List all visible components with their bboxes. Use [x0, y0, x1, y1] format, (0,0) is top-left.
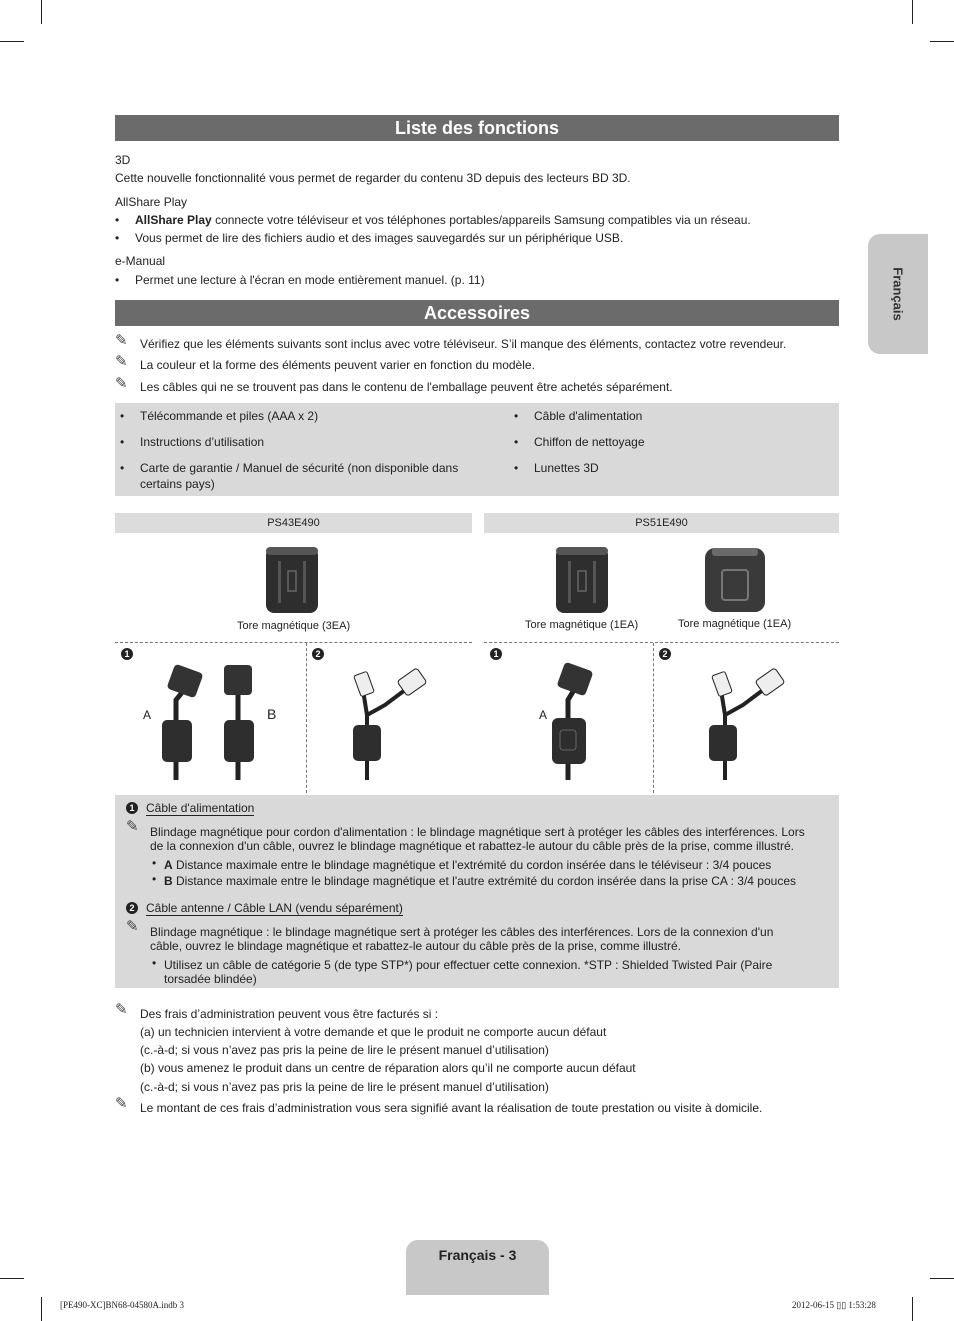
- accessory-item-continued: certains pays): [140, 477, 215, 491]
- antenna-note-line: câble, ouvrez le blindage magnétique et rabattez-le autour du câble près de la prise, comme illustré.: [150, 939, 681, 953]
- ferrite-core-image: [702, 544, 768, 616]
- core-caption-left: Tore magnétique (3EA): [237, 620, 351, 632]
- power-cable-illustration: [540, 660, 600, 785]
- emanual-text: Permet une lecture à l'écran en mode entièrement manuel. (p. 11): [135, 273, 485, 287]
- ferrite-core-image: [552, 541, 612, 616]
- fees-line: (a) un technicien intervient à votre demande et que le produit ne comporte aucun défaut: [140, 1025, 607, 1039]
- antenna-bullet-line: torsadée blindée): [164, 972, 257, 986]
- note-pencil-icon: ✎: [115, 353, 128, 370]
- bullet-dot: •: [152, 856, 157, 870]
- allshare-text-1: connecte votre téléviseur et vos téléphones portables/appareils Samsung compatibles via un réseau.: [215, 213, 751, 227]
- note-pencil-icon: ✎: [115, 375, 128, 392]
- step-number-2: 2: [312, 648, 324, 660]
- antenna-lan-illustration: [345, 665, 435, 785]
- side-tab-label: Français: [890, 267, 906, 321]
- label-a: A: [539, 708, 548, 722]
- antenna-bullet-line: Utilisez un câble de catégorie 5 (de type STP*) pour effectuer cette connexion. *STP : Shielded Twisted Pair (Paire: [164, 958, 773, 972]
- power-cable-title: Câble d'alimentation: [146, 801, 255, 815]
- crop-mark: [930, 41, 954, 42]
- heading-allshare: AllShare Play: [115, 195, 188, 209]
- label-b: B: [267, 706, 277, 722]
- model-label-right: PS51E490: [484, 513, 839, 533]
- footer-file-info: [PE490-XC]BN68-04580A.indb 3: [60, 1300, 184, 1310]
- fees-line: (b) vous amenez le produit dans un centre de réparation alors qu’il ne comporte aucun défaut: [140, 1061, 636, 1075]
- footer-timestamp: 2012-06-15 ▯▯ 1:53:28: [792, 1300, 876, 1310]
- label-a: A: [143, 708, 152, 722]
- section-title-functions: Liste des fonctions: [115, 115, 839, 141]
- power-note-line: de la connexion d'un câble, ouvrez le blindage magnétique et rabattez-le autour du câble près de la prise, comme illustré.: [150, 839, 795, 853]
- fees-note: Des frais d’administration peuvent vous être facturés si :: [140, 1007, 439, 1021]
- note-pencil-icon: ✎: [115, 332, 128, 349]
- heading-emanual: e-Manual: [115, 254, 166, 268]
- note-pencil-icon: ✎: [126, 818, 139, 835]
- crop-mark: [41, 1297, 42, 1321]
- model-label-left: PS43E490: [115, 513, 472, 533]
- step-number-2: 2: [659, 648, 671, 660]
- text-3d: Cette nouvelle fonctionnalité vous permet de regarder du contenu 3D depuis des lecteurs BD 3D.: [115, 171, 631, 185]
- heading-3d: 3D: [115, 153, 131, 167]
- antenna-note-line: Blindage magnétique : le blindage magnétique sert à protéger les câbles des interférences. Lors de la connexion d'un: [150, 925, 774, 939]
- crop-mark: [0, 41, 24, 42]
- note-pencil-icon: ✎: [115, 1001, 128, 1018]
- allshare-bold: AllShare Play: [135, 213, 212, 227]
- crop-mark: [912, 1297, 913, 1321]
- note-pencil-icon: ✎: [126, 918, 139, 935]
- note-line: La couleur et la forme des éléments peuvent varier en fonction du modèle.: [140, 358, 535, 372]
- page-number-tab: Français - 3: [406, 1240, 549, 1295]
- power-distance-a: A Distance maximale entre le blindage magnétique et l'extrémité du cordon insérée dans le téléviseur : 3/4 pouces: [164, 858, 772, 872]
- language-side-tab: [868, 234, 928, 354]
- crop-mark: [0, 1278, 24, 1279]
- allshare-text-2: Vous permet de lire des fichiers audio et des images sauvegardés sur un périphérique USB.: [135, 231, 624, 245]
- step-number-2: 2: [126, 902, 138, 914]
- fees-line: (c.-à-d; si vous n’avez pas pris la peine de lire le présent manuel d’utilisation): [140, 1043, 549, 1057]
- crop-mark: [41, 0, 42, 24]
- divider: [306, 643, 307, 793]
- step-number-1: 1: [126, 802, 138, 814]
- fees-line: (c.-à-d; si vous n’avez pas pris la peine de lire le présent manuel d’utilisation): [140, 1080, 549, 1094]
- core-caption-right-2: Tore magnétique (1EA): [678, 618, 792, 630]
- fees-note: Le montant de ces frais d’administration vous sera signifié avant la réalisation de toute prestation ou visite à domicile.: [140, 1101, 763, 1115]
- bullet-dot: •: [152, 956, 157, 970]
- section-title-accessories: Accessoires: [115, 300, 839, 326]
- note-pencil-icon: ✎: [115, 1095, 128, 1112]
- step-number-1: 1: [490, 648, 502, 660]
- note-line: Vérifiez que les éléments suivants sont inclus avec votre téléviseur. S’il manque des éléments, contactez votre revendeur.: [140, 337, 787, 351]
- step-number-1: 1: [121, 648, 133, 660]
- note-line: Les câbles qui ne se trouvent pas dans le contenu de l'emballage peuvent être achetés séparément.: [140, 380, 673, 394]
- core-caption-right-1: Tore magnétique (1EA): [525, 619, 639, 631]
- crop-mark: [912, 0, 913, 24]
- antenna-lan-illustration: [703, 665, 793, 785]
- divider: [115, 642, 472, 643]
- crop-mark: [930, 1278, 954, 1279]
- divider: [484, 642, 839, 643]
- power-distance-b: B Distance maximale entre le blindage magnétique et l'autre extrémité du cordon insérée dans la prise CA : 3/4 pouces: [164, 874, 796, 888]
- divider: [653, 643, 654, 793]
- power-note-line: Blindage magnétique pour cordon d'alimentation : le blindage magnétique sert à protéger les câbles des interférences. Lors: [150, 825, 805, 839]
- bullet-dot: •: [152, 872, 157, 886]
- power-cable-illustration: [140, 660, 290, 785]
- antenna-cable-title: Câble antenne / Câble LAN (vendu séparément): [146, 901, 403, 915]
- ferrite-core-image: [262, 541, 322, 616]
